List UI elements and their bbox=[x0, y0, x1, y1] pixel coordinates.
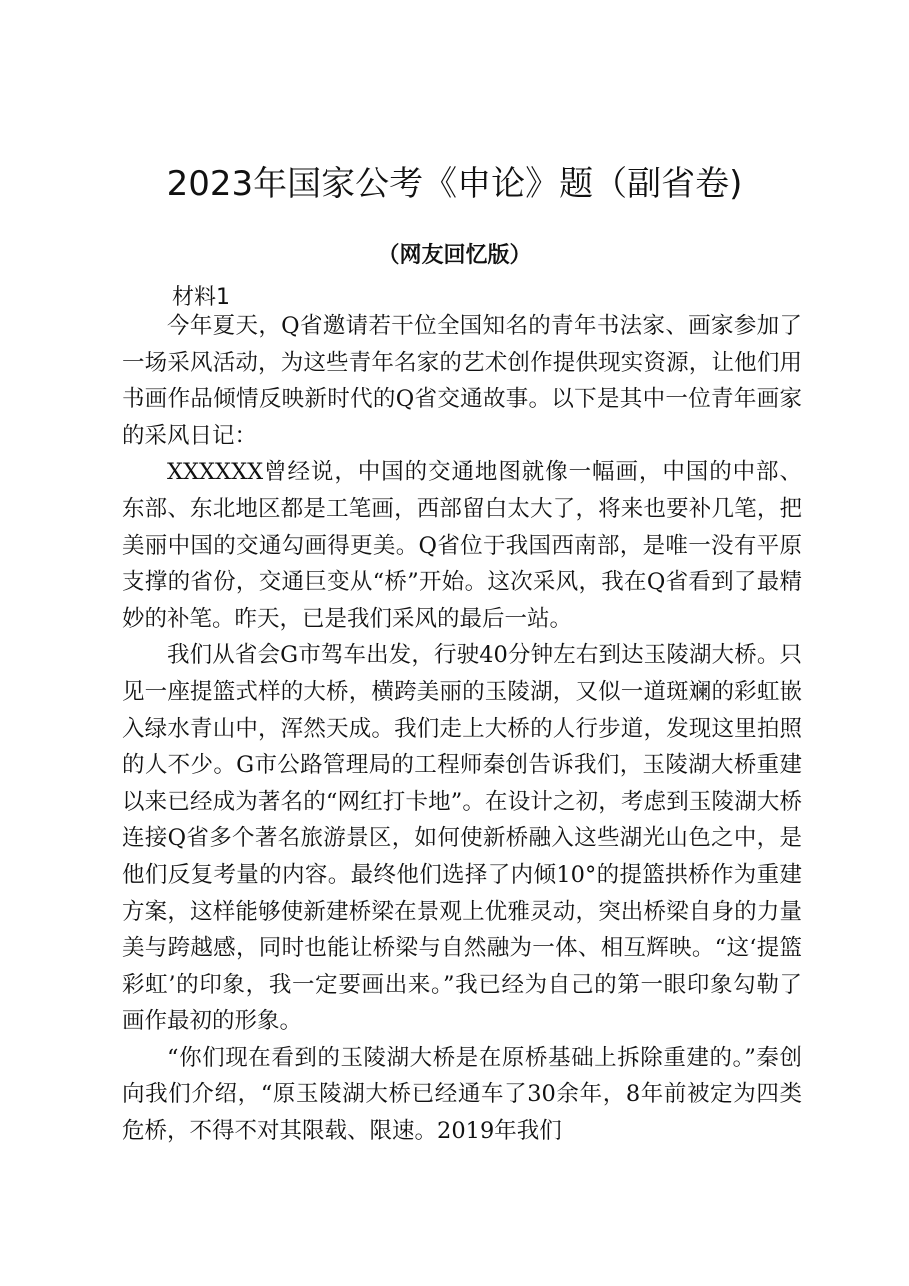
paragraph: 我们从省会G市驾车出发，行驶40分钟左右到达玉陵湖大桥。只见一座提篮式样的大桥，横跨美丽的玉陵湖，又似一道斑斓的彩虹嵌入绿水青山中，浑然天成。我们走上大桥的人行步道，发现这里拍照的人不少。G市公路管理局的工程师秦创告诉我们，玉陵湖大桥重建以来已经成为著名的“网红打卡地”。在设计之初，考虑到玉陵湖大桥连接Q省多个著名旅游景区，如何使新桥融入这些湖光山色之中，是他们反复考量的内容。最终他们选择了内倾10°的提篮拱桥作为重建方案，这样能够使新建桥梁在景观上优雅灵动，突出桥梁自身的力量美与跨越感，同时也能让桥梁与自然融为一体、相互辉映。“这‘提篮彩虹’的印象，我一定要画出来。”我已经为自己的第一眼印象勾勒了画作最初的形象。 bbox=[122, 642, 802, 1035]
body-text bbox=[122, 308, 802, 1150]
document-subtitle: （网友回忆版） bbox=[377, 242, 532, 268]
document-title: 2023年国家公考《申论》题（副省卷) bbox=[166, 164, 743, 204]
paragraph: XXXXXX曾经说，中国的交通地图就像一幅画，中国的中部、东部、东北地区都是工笔画，西部留白太大了，将来也要补几笔，把美丽中国的交通勾画得更美。Q省位于我国西南部，是唯一没有平原支撑的省份，交通巨变从“桥”开始。这次采风，我在Q省看到了最精妙的补笔。昨天，已是我们采风的最后一站。 bbox=[122, 459, 802, 632]
paragraph: 今年夏天，Q省邀请若干位全国知名的青年书法家、画家参加了一场采风活动，为这些青年名家的艺术创作提供现实资源，让他们用书画作品倾情反映新时代的Q省交通故事。以下是其中一位青年画家的采风日记： bbox=[122, 313, 802, 449]
section-label: 材料1 bbox=[172, 285, 230, 310]
paragraph: “你们现在看到的玉陵湖大桥是在原桥基础上拆除重建的。”秦创向我们介绍，“原玉陵湖大桥已经通车了30余年，8年前被定为四类危桥，不得不对其限载、限速。2019年我们 bbox=[122, 1044, 802, 1145]
